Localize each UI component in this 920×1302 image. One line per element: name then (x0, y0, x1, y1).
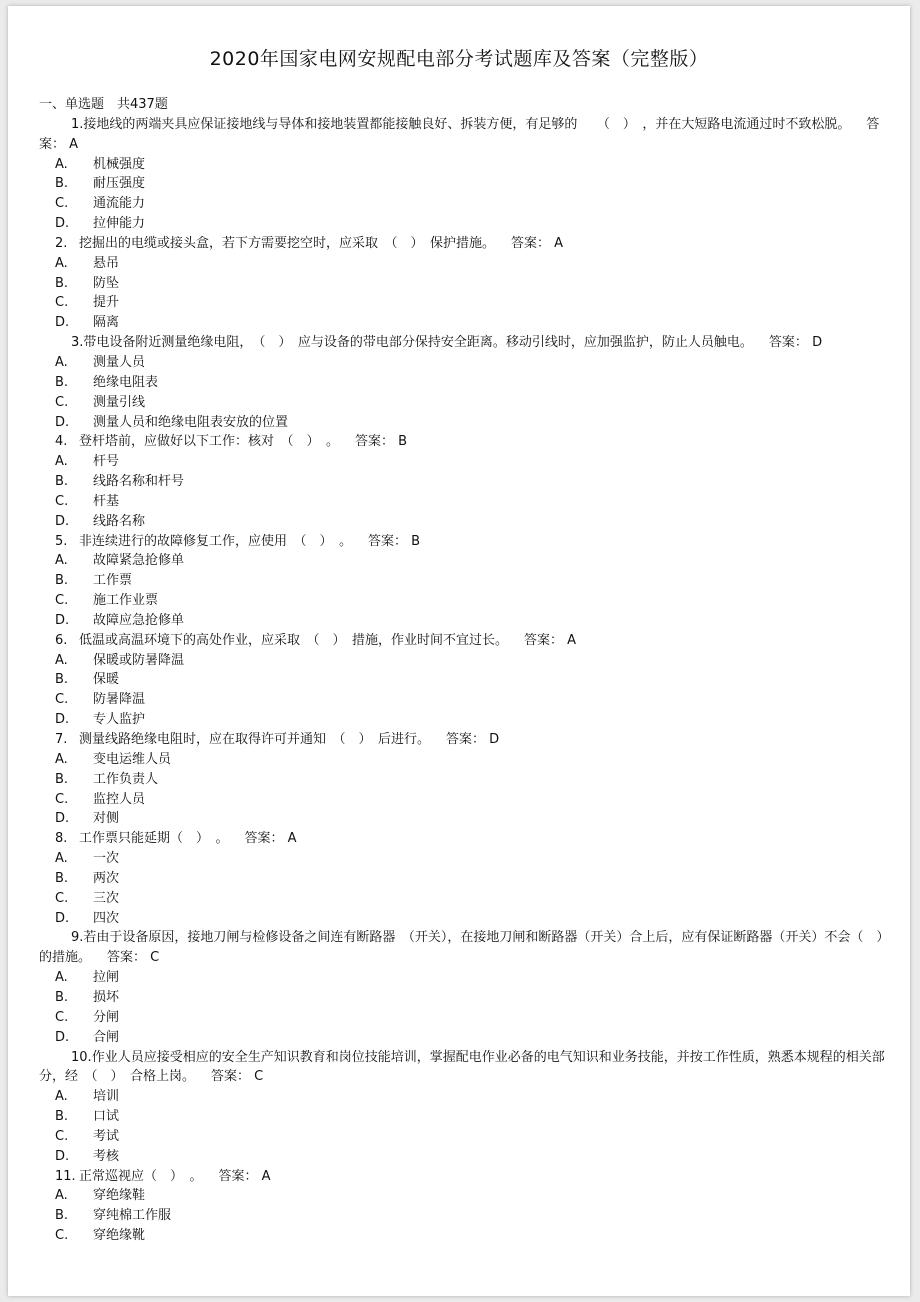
answer (524, 633, 576, 648)
answer-option (39, 750, 889, 770)
option-text: 三次 (93, 890, 120, 906)
answer-option (39, 809, 889, 829)
answer (211, 1069, 263, 1084)
option-letter: B. (55, 374, 69, 390)
answer-option (39, 1028, 889, 1048)
option-text: 保暖 (93, 672, 120, 688)
option-letter: A. (55, 851, 68, 867)
answer-label: 答案： (355, 434, 395, 450)
answer-value: D (812, 335, 823, 351)
option-letter: D. (55, 216, 70, 232)
answer-option (39, 849, 889, 869)
option-letter: B. (55, 275, 69, 291)
answer-option (39, 988, 889, 1008)
option-text: 防暑降温 (93, 692, 146, 708)
question-number: 3. (71, 335, 84, 351)
answer-label: 答案： (107, 950, 147, 966)
question-number: 11. (55, 1168, 76, 1184)
answer-option (39, 393, 889, 413)
option-text: 穿绝缘靴 (93, 1228, 146, 1244)
option-letter: D. (55, 1148, 70, 1164)
question-stem (39, 532, 889, 552)
option-letter: D. (55, 414, 70, 430)
option-letter: A. (55, 156, 68, 172)
option-text: 测量引线 (93, 394, 146, 410)
answer (107, 950, 159, 965)
answer-option (39, 790, 889, 810)
answer-option (39, 591, 889, 611)
option-text: 一次 (93, 851, 120, 867)
question-stem (39, 333, 889, 353)
answer-option (39, 1226, 889, 1246)
answer-option (39, 968, 889, 988)
answer-option (39, 452, 889, 472)
option-letter: B. (55, 989, 69, 1005)
answer-option (39, 413, 889, 433)
question-number: 7. (55, 732, 68, 747)
option-text: 拉伸能力 (93, 216, 146, 232)
answer-option (39, 1147, 889, 1167)
option-letter: D. (55, 1029, 70, 1045)
option-text: 拉闸 (93, 970, 120, 986)
answer-option (39, 670, 889, 690)
answer-option (39, 889, 889, 909)
option-letter: B. (55, 1208, 69, 1224)
option-letter: B. (55, 176, 69, 192)
question-text: 带电设备附近测量绝缘电阻， （ ） 应与设备的带电部分保持安全距离。移动引线时，应加强监护，防止人员触电。 (83, 335, 753, 351)
answer-option (39, 770, 889, 790)
option-letter: A. (55, 970, 68, 986)
question-number: 5. (55, 533, 68, 549)
option-letter: B. (55, 573, 69, 589)
answer-label: 答案： (368, 533, 408, 549)
option-text: 提升 (93, 295, 120, 311)
option-text: 工作负责人 (93, 771, 159, 787)
answer-option (39, 611, 889, 631)
option-letter: A. (55, 1089, 68, 1105)
question-number: 1. (71, 116, 84, 132)
answer-option (39, 551, 889, 571)
option-text: 口试 (93, 1109, 120, 1125)
answer-option (39, 1008, 889, 1028)
option-text: 专人监护 (93, 712, 146, 728)
answer-option (39, 1127, 889, 1147)
option-text: 杆基 (93, 493, 120, 509)
option-letter: C. (55, 493, 69, 509)
answer-option (39, 174, 889, 194)
answer-label: 答案： (211, 1069, 251, 1085)
answer (446, 732, 499, 747)
question-stem (39, 115, 889, 155)
answer (355, 434, 407, 449)
answer-option (39, 710, 889, 730)
option-letter: C. (55, 295, 69, 311)
option-letter: C. (55, 791, 69, 807)
option-letter: C. (55, 593, 69, 609)
option-letter: D. (55, 612, 70, 628)
question-number: 2. (55, 235, 68, 251)
option-text: 故障应急抢修单 (93, 612, 185, 628)
question-number: 4. (55, 434, 68, 450)
question-text: 作业人员应接受相应的安全生产知识教育和岗位技能培训，掌握配电作业必备的电气知识和业务技能，并按工作性质，熟悉本规程的相关部分，经 （ ） 合格上岗。 (39, 1049, 885, 1085)
question-stem (39, 234, 889, 254)
question-stem (39, 1048, 889, 1088)
option-text: 考核 (93, 1148, 120, 1164)
answer-value: A (69, 136, 79, 152)
question-number: 10. (71, 1049, 92, 1065)
option-text: 测量人员和绝缘电阻表安放的位置 (93, 414, 289, 430)
question-number: 8. (55, 831, 68, 847)
question-stem (39, 1167, 889, 1187)
option-letter: D. (55, 712, 70, 728)
option-letter: C. (55, 394, 69, 410)
question-text: 低温或高温环境下的高处作业，应采取 （ ） 措施，作业时间不宜过长。 (79, 632, 509, 648)
question-stem (39, 432, 889, 452)
option-text: 合闸 (93, 1029, 120, 1045)
answer-option (39, 353, 889, 373)
option-text: 故障紧急抢修单 (93, 553, 185, 569)
option-text: 考试 (93, 1128, 120, 1144)
option-text: 机械强度 (93, 156, 146, 172)
answer-option (39, 155, 889, 175)
answer-value: A (287, 831, 297, 847)
answer-option (39, 214, 889, 234)
answer-label: 答案： (511, 235, 551, 251)
option-text: 保暖或防暑降温 (93, 652, 185, 668)
answer-value: B (411, 533, 421, 549)
option-letter: B. (55, 474, 69, 490)
option-text: 对侧 (93, 811, 120, 827)
answer-option (39, 254, 889, 274)
answer-option (39, 651, 889, 671)
answer-label: 答案： (768, 335, 808, 351)
option-text: 施工作业票 (93, 593, 159, 609)
answer-label: 答案： (446, 732, 486, 747)
option-text: 变电运维人员 (93, 751, 172, 767)
question-stem (39, 928, 896, 968)
question-text: 接地线的两端夹具应保证接地线与导体和接地装置都能接触良好、拆装方便，有足够的 （ ） ，并在大短路电流通过时不致松脱。 (83, 116, 851, 132)
option-text: 隔离 (93, 315, 120, 331)
answer-value: C (150, 950, 160, 966)
answer (368, 534, 420, 549)
answer-value: D (489, 732, 500, 747)
document-page (8, 6, 910, 1296)
option-letter: D. (55, 910, 70, 926)
answer-option (39, 373, 889, 393)
option-letter: A. (55, 454, 68, 470)
option-letter: A. (55, 553, 68, 569)
option-letter: A. (55, 255, 68, 271)
option-letter: C. (55, 1009, 69, 1025)
answer-value: B (398, 434, 408, 450)
answer-option (39, 194, 889, 214)
option-letter: A. (55, 751, 68, 767)
option-letter: C. (55, 1128, 69, 1144)
answer-option (39, 869, 889, 889)
option-text: 四次 (93, 910, 120, 926)
answer-option (39, 571, 889, 591)
document-title: 2020年国家电网安规配电部分考试题库及答案（完整版） (209, 48, 709, 70)
section-heading: 一、单选题 共437题 (39, 97, 168, 112)
option-letter: C. (55, 890, 69, 906)
answer-option (39, 1087, 889, 1107)
answer-option (39, 690, 889, 710)
option-text: 通流能力 (93, 196, 146, 212)
question-text: 挖掘出的电缆或接头盒，若下方需要挖空时，应采取 （ ） 保护措施。 (79, 235, 496, 251)
question-text: 若由于设备原因，接地刀闸与检修设备之间连有断路器 （开关），在接地刀闸和断路器（开关）合上后，应有保证断路器（开关）不会（ ） 的措施。 (39, 930, 896, 966)
answer-option (39, 472, 889, 492)
option-text: 穿绝缘鞋 (93, 1188, 146, 1204)
option-letter: D. (55, 811, 70, 827)
option-letter: C. (55, 1228, 69, 1244)
answer-option (39, 274, 889, 294)
option-text: 两次 (93, 870, 120, 886)
answer (245, 831, 297, 846)
option-text: 杆号 (93, 454, 120, 470)
answer-label: 答案： (524, 632, 564, 648)
option-text: 测量人员 (93, 354, 146, 370)
answer-label: 答案： (244, 831, 284, 847)
option-letter: B. (55, 771, 69, 787)
answer-value: A (261, 1168, 271, 1184)
question-list (39, 95, 896, 1246)
option-text: 线路名称 (93, 513, 146, 529)
answer-label: 答案： (218, 1168, 258, 1184)
answer-option (39, 1107, 889, 1127)
answer-option (39, 909, 889, 929)
option-text: 绝缘电阻表 (93, 374, 159, 390)
question-text: 登杆塔前，应做好以下工作：核对 （ ） 。 (79, 434, 340, 450)
question-text: 正常巡视应（ ） 。 (79, 1168, 203, 1184)
answer-option (39, 492, 889, 512)
question-number: 9. (71, 930, 84, 946)
option-text: 培训 (93, 1089, 120, 1105)
option-letter: D. (55, 315, 70, 331)
option-letter: A. (55, 652, 68, 668)
option-text: 耐压强度 (93, 176, 146, 192)
option-text: 监控人员 (93, 791, 146, 807)
answer-option (39, 1206, 889, 1226)
option-letter: B. (55, 870, 69, 886)
question-stem (39, 730, 889, 750)
answer-value: A (567, 632, 577, 648)
answer-option (39, 512, 889, 532)
answer (219, 1169, 271, 1184)
answer (511, 236, 563, 251)
answer-value: A (554, 235, 564, 251)
question-text: 非连续进行的故障修复工作，应使用 （ ） 。 (79, 533, 353, 549)
option-text: 分闸 (93, 1009, 120, 1025)
option-text: 损坏 (93, 989, 120, 1005)
answer-option (39, 293, 889, 313)
answer-label: 答案： (39, 116, 880, 152)
question-stem (39, 829, 889, 849)
option-letter: B. (55, 672, 69, 688)
answer (769, 335, 822, 350)
option-text: 线路名称和杆号 (93, 474, 185, 490)
option-letter: A. (55, 1188, 68, 1204)
option-letter: C. (55, 692, 69, 708)
question-number: 6. (55, 632, 68, 648)
option-text: 悬吊 (93, 255, 120, 271)
option-text: 防坠 (93, 275, 120, 291)
option-text: 穿纯棉工作服 (93, 1208, 172, 1224)
answer-option (39, 1186, 889, 1206)
option-text: 工作票 (93, 573, 133, 589)
option-letter: D. (55, 513, 70, 529)
answer-value: C (254, 1069, 264, 1085)
option-letter: B. (55, 1109, 69, 1125)
question-text: 工作票只能延期（ ） 。 (79, 831, 229, 847)
option-letter: C. (55, 196, 69, 212)
question-stem (39, 631, 889, 651)
option-letter: A. (55, 354, 68, 370)
answer-option (39, 313, 889, 333)
question-text: 测量线路绝缘电阻时，应在取得许可并通知 （ ） 后进行。 (79, 732, 431, 747)
